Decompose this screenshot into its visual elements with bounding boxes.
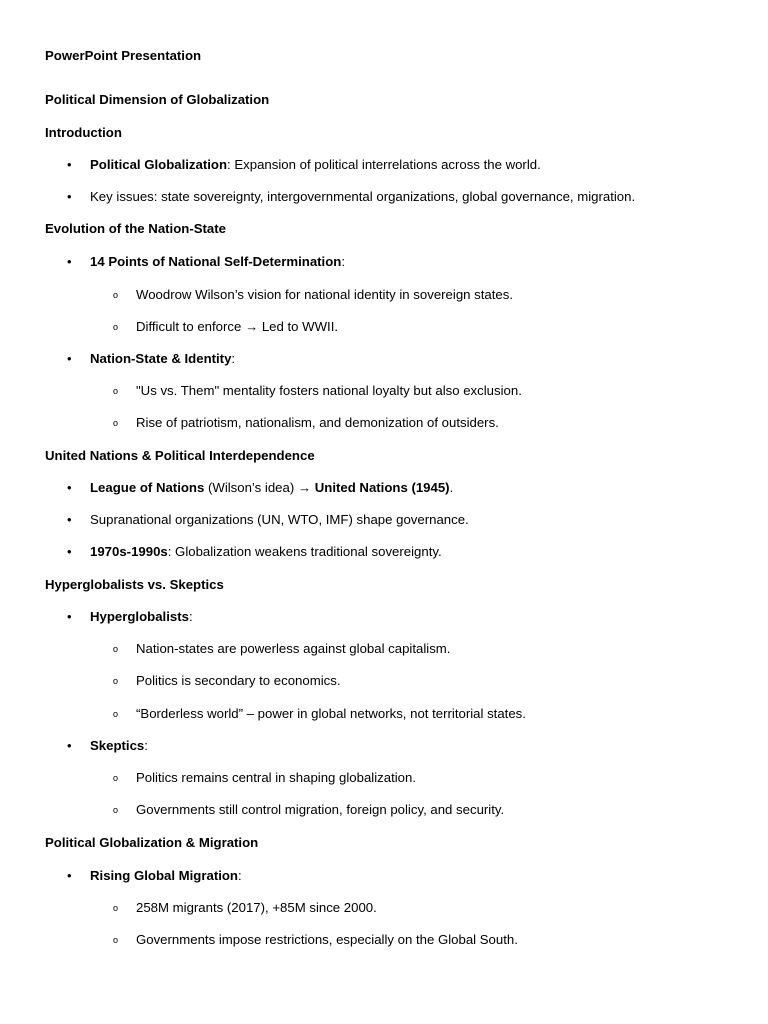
sub-bullet-marker: o	[113, 418, 119, 428]
sub-list-item	[113, 641, 450, 657]
bullet-marker: •	[67, 868, 72, 883]
sub-list-item-text: Governments impose restrictions, especially on the Global South.	[136, 932, 518, 947]
sub-list-item	[113, 383, 522, 399]
list-item-text: :	[238, 868, 242, 883]
sub-list-item	[113, 287, 513, 303]
list-item	[67, 351, 235, 367]
section-heading-united-nations: United Nations & Political Interdependence	[45, 448, 315, 463]
list-item-text: :	[144, 738, 148, 753]
list-item	[67, 609, 193, 625]
sub-list-item-text: Politics remains central in shaping globalization.	[136, 770, 417, 785]
list-item	[67, 480, 453, 496]
sub-bullet-marker: o	[113, 644, 119, 654]
list-item-bold: Hyperglobalists	[90, 609, 189, 624]
list-item	[67, 512, 469, 528]
sub-list-item	[113, 932, 518, 948]
bullet-marker: •	[67, 738, 72, 753]
sub-bullet-marker: o	[113, 386, 119, 396]
list-item-bold: 1970s-1990s	[90, 544, 168, 559]
list-item	[67, 157, 541, 173]
sub-list-item-text: Nation-states are powerless against global capitalism.	[136, 641, 451, 656]
list-item-text: .	[449, 480, 454, 495]
sub-bullet-marker: o	[113, 935, 119, 945]
sub-bullet-marker: o	[113, 322, 119, 332]
list-item-bold: Rising Global Migration	[90, 868, 238, 883]
sub-list-item	[113, 706, 526, 722]
list-item-bold: Political Globalization	[90, 157, 228, 172]
bullet-marker: •	[67, 609, 72, 624]
sub-list-item	[113, 673, 341, 689]
list-item-text: :	[188, 609, 193, 624]
sub-list-item-text: "Us vs. Them" mentality fosters national loyalty but also exclusion.	[136, 383, 522, 398]
sub-list-item-text: “Borderless world” – power in global networks, not territorial states.	[136, 706, 526, 721]
list-item-text: :	[341, 254, 346, 269]
sub-list-item-text: Woodrow Wilson’s vision for national identity in sovereign states.	[136, 287, 514, 302]
sub-list-item-text: Difficult to enforce → Led to WWII.	[136, 319, 339, 334]
list-item-bold: League of Nations	[90, 480, 205, 495]
sub-bullet-marker: o	[113, 709, 119, 719]
list-item	[67, 254, 345, 270]
list-item-text: : Expansion of political interrelations across the world.	[227, 157, 541, 172]
document-title: PowerPoint Presentation	[45, 48, 202, 63]
list-item-text: Supranational organizations (UN, WTO, IMF) shape governance.	[90, 512, 469, 527]
list-item-bold: Nation-State & Identity	[90, 351, 232, 366]
list-item-bold: United Nations (1945)	[314, 480, 450, 495]
bullet-marker: •	[67, 351, 72, 366]
sub-list-item	[113, 900, 377, 916]
sub-list-item	[113, 415, 499, 431]
sub-bullet-marker: o	[113, 903, 119, 913]
sub-list-item-text: Rise of patriotism, nationalism, and demonization of outsiders.	[136, 415, 499, 430]
document-heading: Political Dimension of Globalization	[45, 92, 270, 107]
sub-list-item	[113, 802, 504, 818]
section-heading-introduction: Introduction	[45, 125, 122, 140]
bullet-marker: •	[67, 254, 72, 269]
list-item-bold: 14 Points of National Self-Determination	[90, 254, 342, 269]
section-heading-migration: Political Globalization & Migration	[45, 835, 259, 850]
bullet-marker: •	[67, 189, 72, 204]
list-item	[67, 738, 148, 754]
list-item	[67, 189, 635, 205]
bullet-marker: •	[67, 480, 72, 495]
sub-list-item-text: Governments still control migration, foreign policy, and security.	[136, 802, 505, 817]
list-item	[67, 868, 242, 884]
sub-bullet-marker: o	[113, 290, 119, 300]
sub-list-item	[113, 319, 338, 335]
list-item-text: Key issues: state sovereignty, intergovernmental organizations, global governance, migration.	[90, 189, 636, 204]
bullet-marker: •	[67, 157, 72, 172]
sub-list-item	[113, 770, 416, 786]
section-heading-nation-state: Evolution of the Nation-State	[45, 221, 226, 236]
list-item-bold: Skeptics	[90, 738, 145, 753]
list-item-text: (Wilson’s idea) →	[204, 480, 315, 495]
sub-bullet-marker: o	[113, 676, 119, 686]
section-heading-hyperglobalists: Hyperglobalists vs. Skeptics	[45, 577, 224, 592]
sub-list-item-text: Politics is secondary to economics.	[136, 673, 341, 688]
bullet-marker: •	[67, 544, 72, 559]
bullet-marker: •	[67, 512, 72, 527]
list-item-text: :	[231, 351, 236, 366]
list-item	[67, 544, 442, 560]
sub-bullet-marker: o	[113, 805, 119, 815]
list-item-text: : Globalization weakens traditional sovereignty.	[167, 544, 442, 559]
sub-bullet-marker: o	[113, 773, 119, 783]
sub-list-item-text: 258M migrants (2017), +85M since 2000.	[136, 900, 377, 915]
